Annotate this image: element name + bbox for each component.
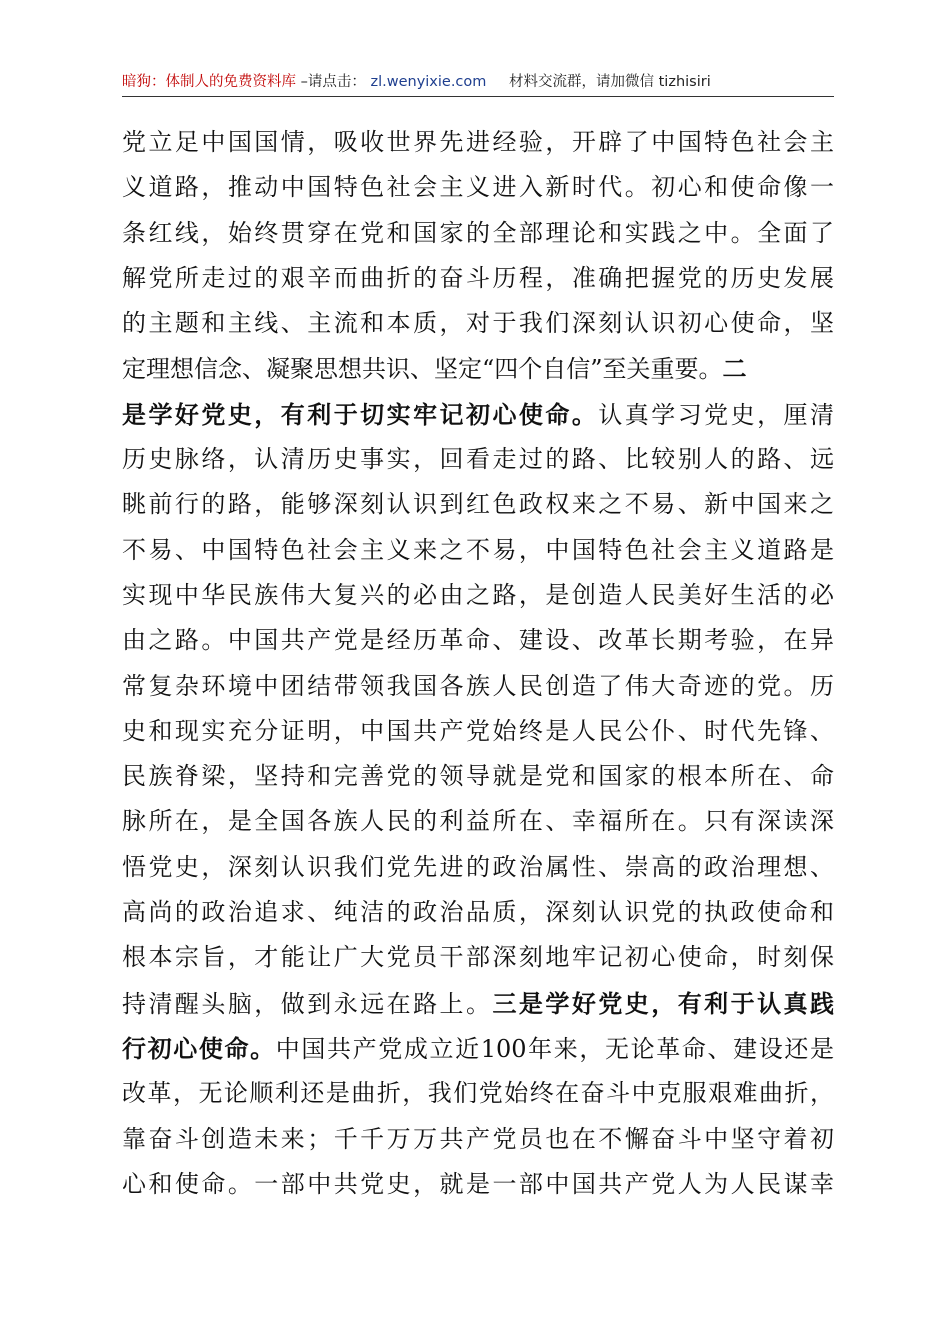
text-line (122, 618, 834, 663)
text-segment: 历史脉络，认清历史事实，回看走过的路、比较别人的路、远 (122, 445, 834, 474)
text-segment: 条红线，始终贯穿在党和国家的全部理论和实践之中。全面了 (122, 218, 834, 247)
text-line (122, 1026, 834, 1071)
bold-text-segment: 是学好党史，有利于切实牢记初心使命。 (122, 399, 599, 429)
text-segment: 脉所在，是全国各族人民的利益所在、幸福所在。只有深读深 (122, 807, 834, 836)
header-divider (122, 96, 834, 97)
text-line (122, 754, 834, 799)
text-line (122, 799, 834, 844)
text-line (122, 1162, 834, 1207)
bold-text-segment: 行初心使命。 (122, 1033, 276, 1063)
document-body (122, 120, 834, 1207)
page-header (122, 70, 834, 94)
text-line (122, 301, 834, 346)
text-line (122, 165, 834, 210)
header-contact: 材料交流群，请加微信 tizhisiri (509, 74, 711, 90)
text-segment: 民族脊梁，坚持和完善党的领导就是党和国家的根本所在、命 (122, 762, 834, 791)
text-segment: 靠奋斗创造未来；千千万万共产党员也在不懈奋斗中坚守着初 (122, 1124, 834, 1153)
header-brand: 暗狗：体制人的免费资料库 (122, 74, 296, 90)
text-line (122, 120, 834, 165)
bold-text-segment: 二 (722, 354, 747, 384)
text-line (122, 573, 834, 618)
text-segment: 解党所走过的艰辛而曲折的奋斗历程，准确把握党的历史发展 (122, 263, 834, 292)
text-segment: 高尚的政治追求、纯洁的政治品质，深刻认识党的执政使命和 (122, 898, 834, 927)
text-line (122, 1071, 834, 1116)
text-line (122, 211, 834, 256)
text-segment: 义道路，推动中国特色社会主义进入新时代。初心和使命像一 (122, 173, 834, 202)
text-line (122, 256, 834, 301)
text-segment: 党立足中国国情，吸收世界先进经验，开辟了中国特色社会主 (122, 128, 834, 156)
text-segment: 史和现实充分证明，中国共产党始终是人民公仆、时代先锋、 (122, 716, 834, 745)
text-segment: 由之路。中国共产党是经历革命、建设、改革长期考验，在异 (122, 626, 834, 655)
text-line (122, 664, 834, 709)
text-line (122, 482, 834, 527)
text-line (122, 709, 834, 754)
text-segment: 的主题和主线、主流和本质，对于我们深刻认识初心使命，坚 (122, 309, 834, 338)
text-segment: 定理想信念、凝聚思想共识、坚定“四个自信”至关重要。 (122, 355, 723, 384)
text-line (122, 437, 834, 482)
header-prompt: –请点击： (300, 74, 366, 90)
text-line (122, 1117, 834, 1162)
text-line (122, 392, 834, 437)
header-url-link[interactable]: zl.wenyixie.com (370, 74, 487, 90)
bold-text-segment: 三是学好党史，有利于认真践 (492, 988, 834, 1018)
text-segment: 中国共产党成立近100年来，无论革命、建设还是 (275, 1034, 834, 1063)
text-line (122, 981, 834, 1026)
text-segment: 改革，无论顺利还是曲折，我们党始终在奋斗中克服艰难曲折， (122, 1079, 834, 1108)
text-segment: 常复杂环境中团结带领我国各族人民创造了伟大奇迹的党。历 (122, 671, 834, 700)
text-segment: 心和使命。一部中共党史，就是一部中国共产党人为人民谋幸 (122, 1169, 834, 1198)
text-segment: 持清醒头脑，做到永远在路上。 (122, 989, 493, 1018)
text-line (122, 346, 834, 391)
text-segment: 认真学习党史，厘清 (598, 400, 834, 429)
text-segment: 眺前行的路，能够深刻认识到红色政权来之不易、新中国来之 (122, 490, 834, 519)
text-segment: 根本宗旨，才能让广大党员干部深刻地牢记初心使命，时刻保 (122, 943, 834, 972)
text-line (122, 845, 834, 890)
text-line (122, 890, 834, 935)
text-segment: 不易、中国特色社会主义来之不易，中国特色社会主义道路是 (122, 535, 834, 564)
text-segment: 实现中华民族伟大复兴的必由之路，是创造人民美好生活的必 (122, 580, 834, 609)
text-segment: 悟党史，深刻认识我们党先进的政治属性、崇高的政治理想、 (122, 852, 834, 881)
text-line (122, 935, 834, 980)
text-line (122, 528, 834, 573)
